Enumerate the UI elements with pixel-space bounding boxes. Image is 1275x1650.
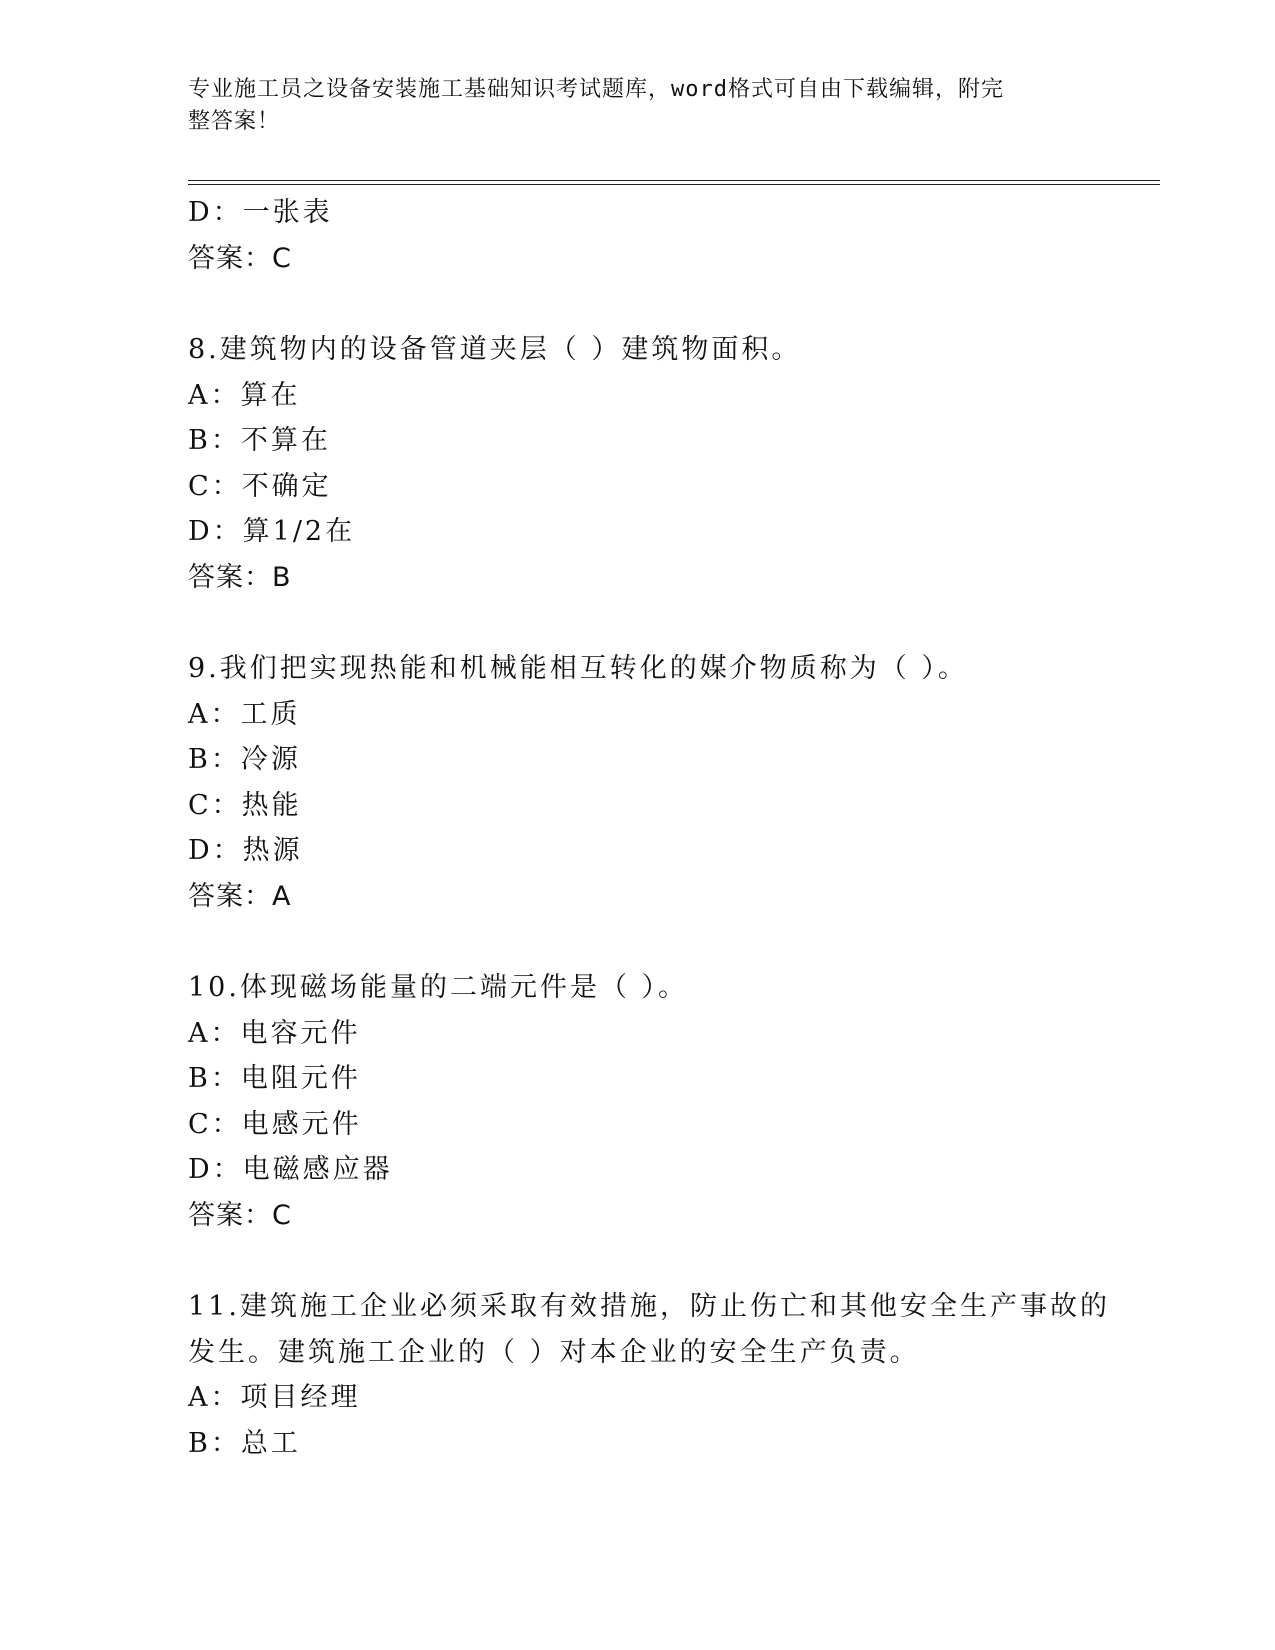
header-rule-bottom: [188, 184, 1160, 185]
prev-option-d: D：一张表: [188, 197, 333, 228]
question-9: [188, 646, 1148, 919]
option-b: B：总工: [188, 1427, 301, 1459]
question-stem: 10.体现磁场能量的二端元件是（ ）。: [188, 972, 689, 1003]
question-stem: 9.我们把实现热能和机械能相互转化的媒介物质称为（ ）。: [188, 653, 968, 684]
spacer: [188, 600, 1148, 646]
question-stem: 8.建筑物内的设备管道夹层（ ）建筑物面积。: [188, 334, 802, 365]
question-11: [188, 1284, 1148, 1466]
question-list: [188, 190, 1148, 1466]
header-line-1: 专业施工员之设备安装施工基础知识考试题库，word格式可自由下载编辑，附完: [188, 77, 1004, 102]
prev-answer: 答案：C: [188, 242, 292, 274]
option-b: B：不算在: [188, 425, 331, 456]
answer: 答案：B: [188, 561, 292, 593]
option-c: C：热能: [188, 789, 302, 821]
option-a: A：项目经理: [188, 1382, 361, 1413]
question-8: [188, 327, 1148, 600]
option-c: C：不确定: [188, 470, 332, 502]
spacer: [188, 281, 1148, 327]
answer: 答案：A: [188, 880, 292, 912]
question-stem-line-2: 发生。建筑施工企业的（ ）对本企业的安全生产负责。: [188, 1336, 920, 1368]
option-a: A：算在: [188, 379, 301, 411]
option-a: A：电容元件: [188, 1017, 361, 1049]
header-rule-top: [188, 180, 1160, 181]
question-stem-line-1: 11.建筑施工企业必须采取有效措施，防止伤亡和其他安全生产事故的: [188, 1291, 1110, 1322]
question-10: [188, 965, 1148, 1238]
option-a: A：工质: [188, 698, 301, 730]
option-d: D：电磁感应器: [188, 1154, 393, 1185]
option-b: B：冷源: [188, 744, 301, 775]
option-d: D：算1/2在: [188, 516, 356, 547]
document-header: [188, 74, 1088, 138]
header-line-2: 整答案！: [188, 109, 281, 134]
option-b: B：电阻元件: [188, 1063, 361, 1094]
option-c: C：电感元件: [188, 1108, 362, 1140]
option-d: D：热源: [188, 835, 303, 866]
spacer: [188, 919, 1148, 965]
spacer: [188, 1238, 1148, 1284]
answer: 答案：C: [188, 1199, 292, 1231]
